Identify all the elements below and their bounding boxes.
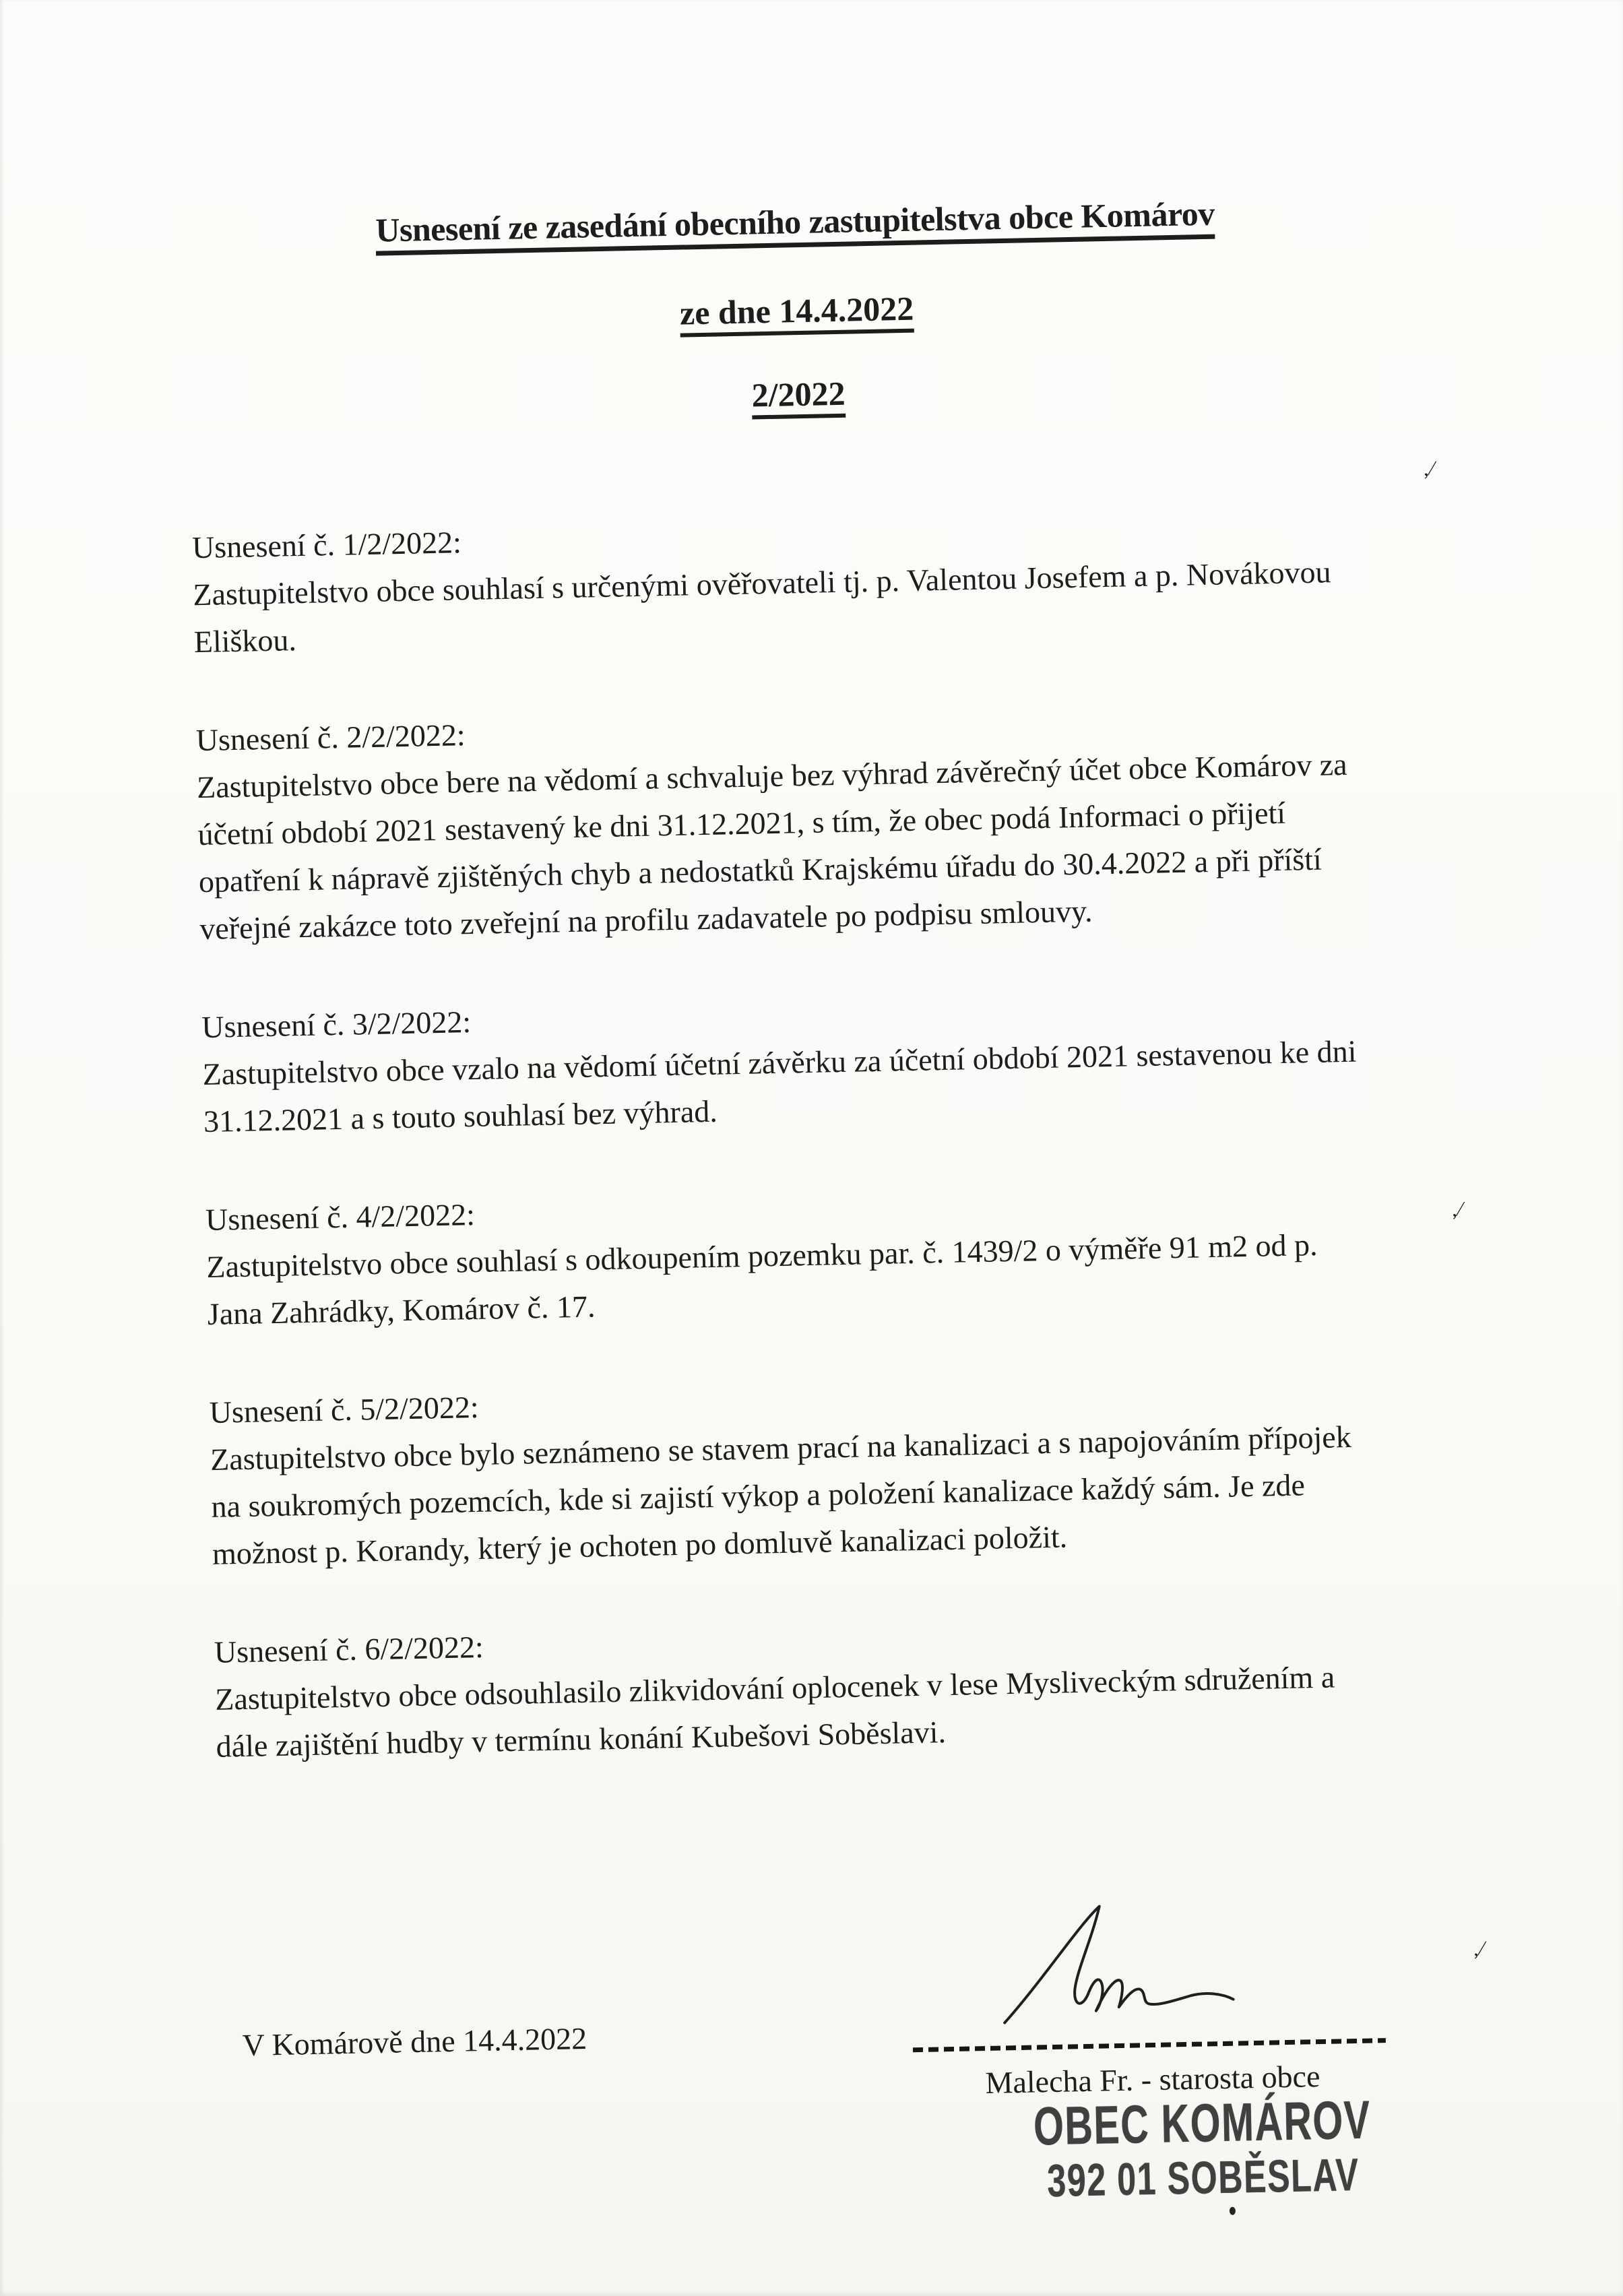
resolution-1-body: Zastupitelstvo obce souhlasí s určenými ověřovateli tj. p. Valentou Josefem a p. Novákovou Eliškou.	[192, 554, 1331, 660]
resolution-1-heading: Usnesení č. 1/2/2022:	[191, 525, 462, 565]
resolution-2-body: Zastupitelstvo obce bere na vědomí a schvaluje bez výhrad závěrečný účet obce Komárov za účetní období 2021 sestavený ke dni 31.12.2021, s tím, že obec podá Informaci o přijetí opatření k nápravě zjištěných chyb a nedostatků Krajskému úřadu do 30.4.2022 a při příští veřejné zakázce toto zveřejní na profilu zadavatele po podpisu smlouvy.	[196, 746, 1347, 947]
resolution-3	[201, 978, 1517, 1145]
signature-dashed-line	[913, 2038, 1386, 2052]
resolution-5-body: Zastupitelstvo obce bylo seznámeno se stavem prací na kanalizaci a s napojováním přípojek na soukromých pozemcích, kde si zajistí výkop a položení kanalizace každý sám. Je zde možnost p. Korandy, který je ochoten po domluvě kanalizaci položit.	[210, 1419, 1352, 1571]
ink-tick-mark-2: ‚⁄	[1449, 1197, 1465, 1221]
resolution-3-heading: Usnesení č. 3/2/2022:	[201, 1004, 472, 1045]
resolution-2	[195, 691, 1513, 953]
document-date-line: ze dne 14.4.2022	[679, 289, 914, 332]
resolution-4-body: Zastupitelstvo obce souhlasí s odkoupením pozemku par. č. 1439/2 o výměře 91 m2 od p. Jana Zahrádky, Komárov č. 17.	[205, 1227, 1318, 1331]
stamp-ink-dot	[1230, 2207, 1236, 2215]
stamp-postal-city: 392 01 SOBĚSLAV	[1046, 2148, 1360, 2207]
resolution-5	[209, 1363, 1525, 1578]
resolution-4	[205, 1170, 1521, 1338]
stamp-municipality-name: OBEC KOMÁROV	[1033, 2089, 1372, 2157]
official-stamp	[961, 2091, 1444, 2206]
document-number-line: 2/2022	[751, 374, 846, 414]
resolution-6-body: Zastupitelstvo obce odsouhlasilo zlikvidování oplocenek v lese Mysliveckým sdružením a dále zajištění hudby v termínu konání Kubešovi Soběslavi.	[214, 1659, 1335, 1764]
document-title: Usnesení ze zasedání obecního zastupitelstva obce Komárov	[375, 194, 1215, 249]
ink-tick-mark-3: ‚⁄	[1471, 1937, 1486, 1961]
resolution-4-heading: Usnesení č. 4/2/2022:	[205, 1197, 476, 1238]
place-date-line: V Komárově dne 14.4.2022	[242, 2020, 587, 2063]
signature-handwriting	[993, 1896, 1279, 2033]
title-block	[0, 0, 1610, 430]
ink-tick-mark-1: ‚⁄	[1421, 457, 1436, 481]
resolution-1	[191, 498, 1507, 666]
resolution-3-body: Zastupitelstvo obce vzalo na vědomí účetní závěrku za účetní období 2021 sestavenou ke dni 31.12.2021 a s touto souhlasí bez výhrad.	[202, 1033, 1357, 1139]
resolution-6	[214, 1603, 1529, 1771]
resolution-2-heading: Usnesení č. 2/2/2022:	[195, 718, 466, 758]
resolution-6-heading: Usnesení č. 6/2/2022:	[214, 1629, 484, 1669]
resolution-5-heading: Usnesení č. 5/2/2022:	[209, 1389, 480, 1430]
signer-name-line: Malecha Fr. - starosta obce	[985, 2059, 1320, 2101]
